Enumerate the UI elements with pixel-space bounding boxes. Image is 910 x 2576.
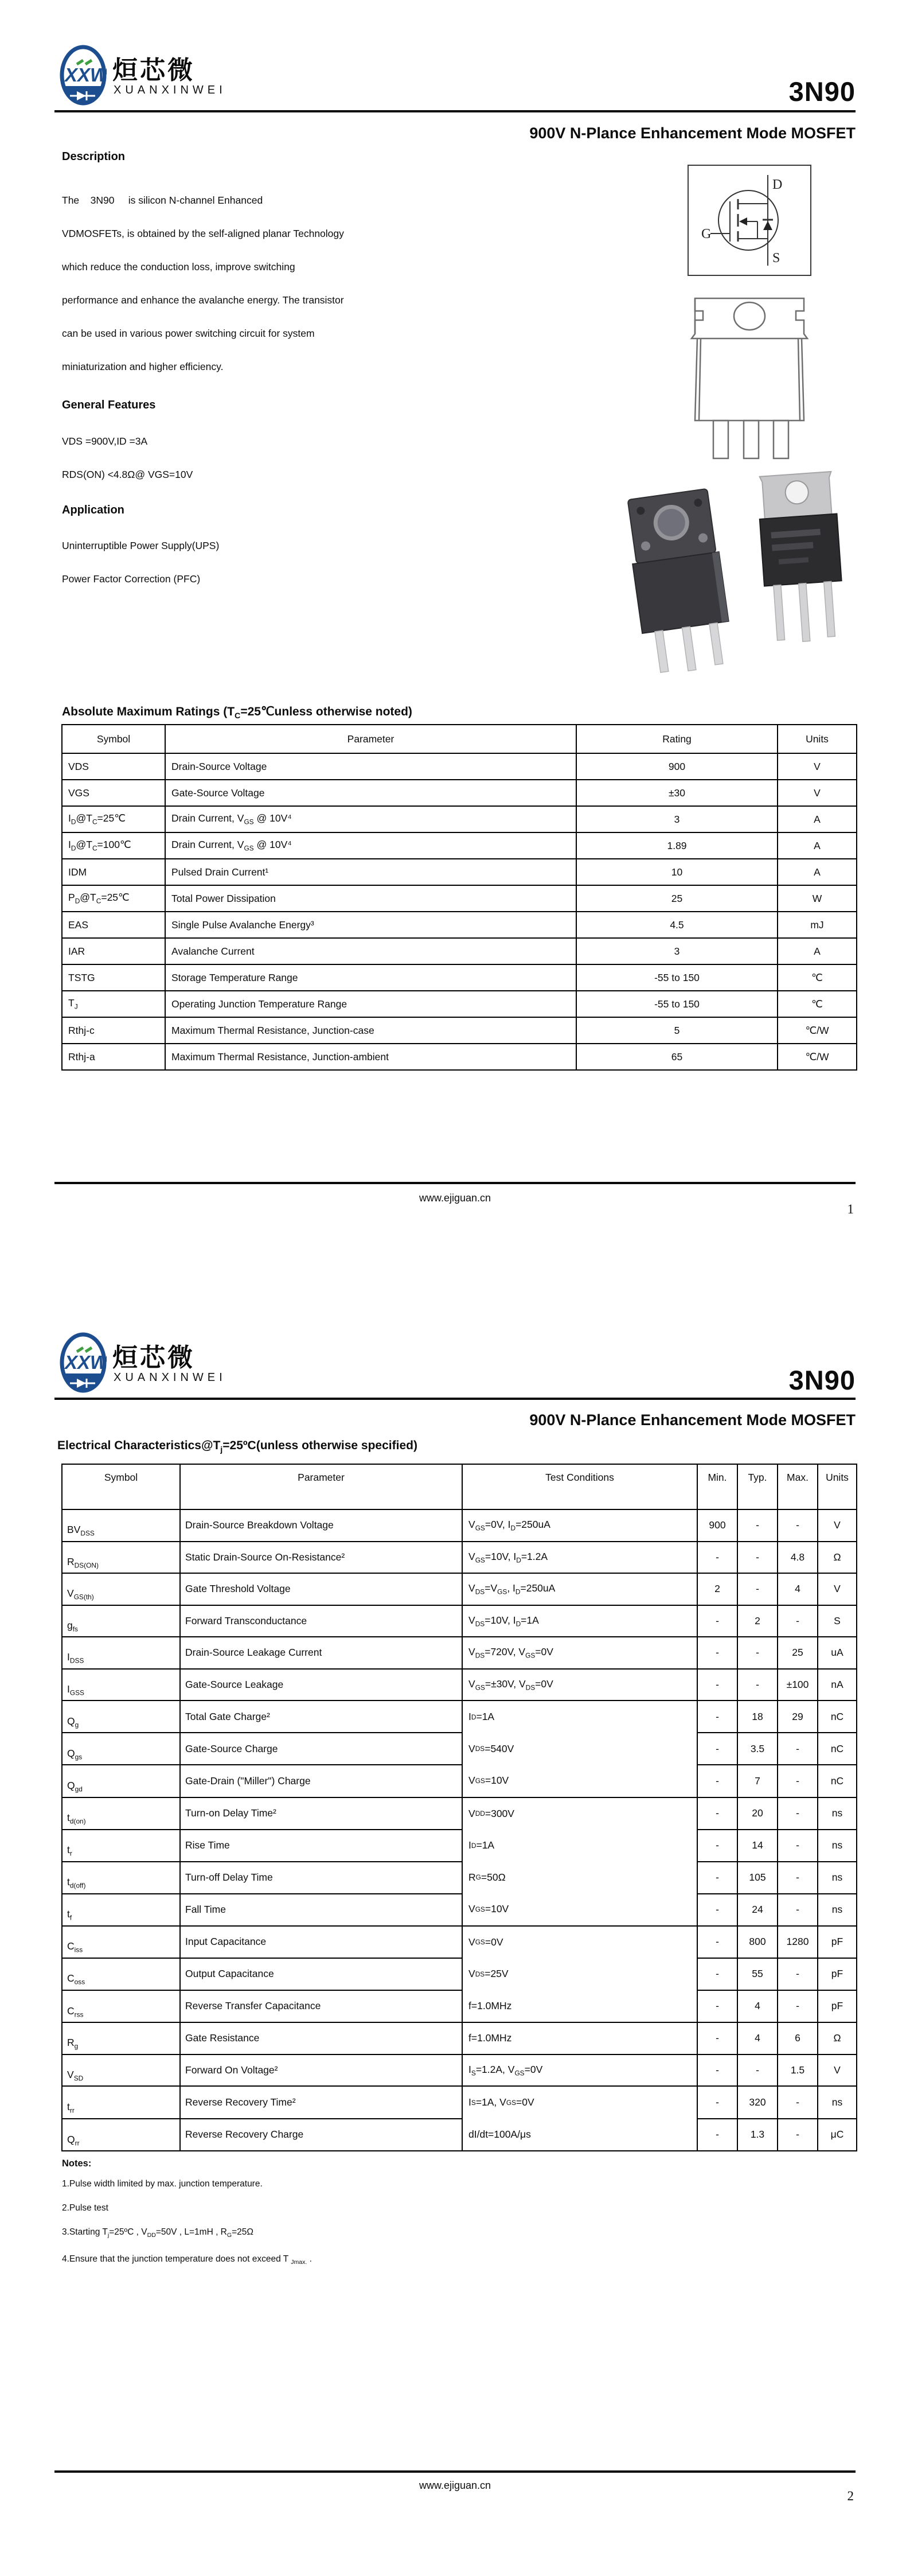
table-row [62, 938, 857, 964]
symbol-cell: $g_{fs}$ [62, 1605, 180, 1637]
table-row [62, 991, 857, 1017]
max-cell: ±100 [778, 1669, 818, 1701]
symbol-cell: $t_{rr}$ [62, 2086, 180, 2119]
rating-cell: -55 to 150 [576, 964, 778, 991]
application-list [62, 529, 219, 596]
units-cell: Ω [818, 2022, 857, 2054]
parameter-cell: Output Capacitance [180, 1958, 462, 1990]
parameter-cell: Gate Threshold Voltage [180, 1573, 462, 1605]
description-line: performance and enhance the avalanche energy. The transistor [62, 294, 344, 306]
table-row [62, 1573, 857, 1605]
company-logo-icon [60, 45, 107, 107]
min-cell: - [697, 1542, 737, 1574]
units-cell: W [778, 885, 857, 912]
description-line: The 3N90 is silicon N-channel Enhanced [62, 194, 263, 206]
parameter-cell: Storage Temperature Range [165, 964, 576, 991]
table-row [62, 1926, 857, 1958]
note-line: 4.Ensure that the junction temperature does not exceed T $_{Jmax.}$ . [62, 2254, 312, 2266]
max-cell: - [778, 1894, 818, 1926]
symbol-cell: IDM [62, 859, 165, 885]
typ-cell: - [737, 1669, 778, 1701]
table-row [62, 1894, 857, 1926]
max-cell: - [778, 1605, 818, 1637]
application-line: Power Factor Correction (PFC) [62, 573, 201, 585]
units-cell: ns [818, 2086, 857, 2119]
rating-cell: -55 to 150 [576, 991, 778, 1017]
units-cell: uA [818, 1637, 857, 1669]
min-cell: - [697, 1797, 737, 1830]
parameter-cell: Rise Time [180, 1830, 462, 1862]
condition-line: I D =1A [468, 1839, 495, 1851]
rating-cell: 3 [576, 938, 778, 964]
rating-cell: 4.5 [576, 912, 778, 938]
test-conditions-cell: $V_{GS}=0V$, $I_D=250uA$ [462, 1509, 697, 1542]
units-cell: Ω [818, 1542, 857, 1574]
min-cell: - [697, 1701, 737, 1733]
column-header: Min. [697, 1464, 737, 1509]
footer-rule [54, 2470, 856, 2473]
condition-line: V GS =10V [468, 1775, 509, 1787]
header-rule [54, 1398, 856, 1400]
rating-cell: ±30 [576, 780, 778, 806]
min-cell: - [697, 1830, 737, 1862]
note-line: 2.Pulse test [62, 2203, 108, 2213]
typ-cell: - [737, 1637, 778, 1669]
parameter-cell: Forward On Voltage² [180, 2054, 462, 2087]
symbol-cell: $C_{rss}$ [62, 1990, 180, 2022]
units-cell: pF [818, 1958, 857, 1990]
description-line: VDMOSFETs, is obtained by the self-aligned planar Technology [62, 228, 344, 239]
table-row [62, 832, 857, 859]
electrical-characteristics-table [61, 1464, 857, 2151]
feature-line: VDS =900V,ID =3A [62, 435, 148, 447]
max-cell: - [778, 1958, 818, 1990]
symbol-cell: $I_D@T_C=25℃$ [62, 806, 165, 832]
units-cell: A [778, 832, 857, 859]
table-row [62, 1701, 857, 1733]
table-row [62, 1797, 857, 1830]
parameter-cell: Static Drain-Source On-Resistance² [180, 1542, 462, 1574]
test-conditions-cell: $I_S=1.2A$, $V_{GS}=0V$ [462, 2054, 697, 2087]
units-cell: nC [818, 1733, 857, 1765]
symbol-cell: $R_g$ [62, 2022, 180, 2054]
test-conditions-cell [462, 1926, 697, 2023]
footer-website: www.ejiguan.cn [419, 2480, 491, 2491]
typ-cell: 55 [737, 1958, 778, 1990]
column-header: Typ. [737, 1464, 778, 1509]
units-cell: V [778, 753, 857, 780]
units-cell: μC [818, 2119, 857, 2151]
units-cell: mJ [778, 912, 857, 938]
table-row [62, 912, 857, 938]
test-conditions-cell [462, 2086, 697, 2151]
table-row [62, 859, 857, 885]
units-cell: ℃/W [778, 1017, 857, 1044]
column-header: Units [818, 1464, 857, 1509]
max-cell: - [778, 1862, 818, 1894]
parameter-cell: Gate-Drain ("Miller") Charge [180, 1765, 462, 1797]
symbol-cell: $t_{d(off)}$ [62, 1862, 180, 1894]
min-cell: - [697, 2119, 737, 2151]
column-header: Rating [576, 725, 778, 753]
table-row [62, 1958, 857, 1990]
note-line: 1.Pulse width limited by max. junction temperature. [62, 2179, 263, 2189]
units-cell: ns [818, 1830, 857, 1862]
symbol-cell: $BV_{DSS}$ [62, 1509, 180, 1542]
parameter-cell: Avalanche Current [165, 938, 576, 964]
symbol-cell: $Q_{gs}$ [62, 1733, 180, 1765]
symbol-cell: $I_{GSS}$ [62, 1669, 180, 1701]
max-cell: - [778, 2119, 818, 2151]
symbol-cell: $I_D@T_C=100℃$ [62, 832, 165, 859]
typ-cell: - [737, 2054, 778, 2087]
units-cell: S [818, 1605, 857, 1637]
units-cell: nC [818, 1701, 857, 1733]
company-logo-icon [60, 1332, 107, 1394]
parameter-cell: Fall Time [180, 1894, 462, 1926]
test-conditions-cell: $V_{DS}=10V$, $I_D=1A$ [462, 1605, 697, 1637]
min-cell: - [697, 1926, 737, 1958]
parameter-cell: Reverse Recovery Charge [180, 2119, 462, 2151]
page-number: 2 [847, 2489, 854, 2503]
max-cell: 1.5 [778, 2054, 818, 2087]
application-line: Uninterruptible Power Supply(UPS) [62, 540, 220, 551]
test-conditions-cell: $V_{GS}=10V$, $I_D=1.2A$ [462, 1542, 697, 1574]
units-cell: A [778, 806, 857, 832]
min-cell: - [697, 1990, 737, 2022]
parameter-cell: Gate-Source Charge [180, 1733, 462, 1765]
max-cell: - [778, 1990, 818, 2022]
typ-cell: - [737, 1542, 778, 1574]
symbol-cell: $T_J$ [62, 991, 165, 1017]
symbol-cell: $t_f$ [62, 1894, 180, 1926]
column-header: Units [778, 725, 857, 753]
min-cell: - [697, 1958, 737, 1990]
parameter-cell: Drain-Source Leakage Current [180, 1637, 462, 1669]
units-cell: V [818, 2054, 857, 2087]
symbol-cell: $V_{GS(th)}$ [62, 1573, 180, 1605]
typ-cell: 4 [737, 1990, 778, 2022]
max-cell: - [778, 1830, 818, 1862]
condition-line: I D =1A [468, 1711, 495, 1723]
table-row [62, 1830, 857, 1862]
page-number: 1 [847, 1202, 854, 1216]
symbol-cell: EAS [62, 912, 165, 938]
parameter-cell: Turn-off Delay Time [180, 1862, 462, 1894]
parameter-cell: Total Power Dissipation [165, 885, 576, 912]
table-row [62, 2086, 857, 2119]
condition-line: V DD =300V [468, 1807, 514, 1819]
typ-cell: 4 [737, 2022, 778, 2054]
elec-table-title: Electrical $Characteristics@T_j=25ºC(unless$ otherwise specified) [57, 1439, 417, 1455]
notes-heading: Notes: [62, 2158, 92, 2169]
min-cell: - [697, 2054, 737, 2087]
package-outline-drawing [684, 294, 815, 461]
symbol-cell: Rthj-c [62, 1017, 165, 1044]
features-heading: General Features [62, 399, 156, 411]
test-conditions-cell: $V_{GS}=\pm 30V$, $V_{DS}=0V$ [462, 1669, 697, 1701]
column-header: Test Conditions [462, 1464, 697, 1509]
footer-rule [54, 1182, 856, 1184]
package-photo-to220 [745, 468, 857, 652]
parameter-cell: Forward Transconductance [180, 1605, 462, 1637]
condition-line: V GS =0V [468, 1936, 503, 1948]
table-row [62, 1542, 857, 1574]
max-cell: - [778, 2086, 818, 2119]
symbol-cell: Rthj-a [62, 1044, 165, 1070]
abs-max-table-title: Absolute Maximum Ratings ($T_C=25℃unless$ otherwise noted) [62, 705, 412, 721]
typ-cell: 14 [737, 1830, 778, 1862]
condition-line: I S =1A, V GS =0V [468, 2096, 534, 2108]
typ-cell: 320 [737, 2086, 778, 2119]
column-header: Symbol [62, 725, 165, 753]
parameter-cell: Maximum Thermal Resistance, Junction-case [165, 1017, 576, 1044]
parameter-cell: Input Capacitance [180, 1926, 462, 1958]
rating-cell: 65 [576, 1044, 778, 1070]
column-header: Max. [778, 1464, 818, 1509]
table-row [62, 1044, 857, 1070]
table-row [62, 1733, 857, 1765]
table-row [62, 1509, 857, 1542]
table-row [62, 1862, 857, 1894]
table-row [62, 1017, 857, 1044]
max-cell: - [778, 1765, 818, 1797]
description-line: can be used in various power switching circuit for system [62, 328, 315, 339]
svg-text:XXW: XXW [65, 1352, 107, 1373]
table-row [62, 2022, 857, 2054]
symbol-cell: VDS [62, 753, 165, 780]
test-conditions-cell: $V_{DS}=720V$, $V_{GS}=0V$ [462, 1637, 697, 1669]
units-cell: V [818, 1509, 857, 1542]
abs-max-ratings-table [61, 724, 857, 1071]
units-cell: A [778, 938, 857, 964]
max-cell: 29 [778, 1701, 818, 1733]
source-pin-label: S [772, 251, 780, 266]
condition-line: f=1.0MHz [468, 1999, 512, 2011]
brand-name-cn: 烜芯微 [112, 56, 195, 84]
page-subtitle: 900V N-Plance Enhancement Mode MOSFET [529, 124, 856, 142]
symbol-cell: $I_{DSS}$ [62, 1637, 180, 1669]
parameter-cell: Drain-Source Breakdown Voltage [180, 1509, 462, 1542]
typ-cell: 2 [737, 1605, 778, 1637]
table-row [62, 964, 857, 991]
column-header: Parameter [165, 725, 576, 753]
table-row [62, 2054, 857, 2087]
typ-cell: - [737, 1573, 778, 1605]
max-cell: - [778, 1797, 818, 1830]
parameter-cell: Gate-Source Voltage [165, 780, 576, 806]
table-header-row [62, 1464, 857, 1509]
condition-line: R G =50Ω [468, 1871, 506, 1883]
typ-cell: 105 [737, 1862, 778, 1894]
max-cell: 4 [778, 1573, 818, 1605]
description-heading: Description [62, 150, 126, 163]
symbol-cell: $Q_g$ [62, 1701, 180, 1733]
symbol-cell: $Q_{gd}$ [62, 1765, 180, 1797]
typ-cell: 3.5 [737, 1733, 778, 1765]
table-row [62, 1605, 857, 1637]
parameter-cell: Total Gate Charge² [180, 1701, 462, 1733]
column-header: Symbol [62, 1464, 180, 1509]
test-conditions-cell [462, 1701, 697, 1797]
symbol-cell: $t_r$ [62, 1830, 180, 1862]
min-cell: - [697, 1894, 737, 1926]
symbol-cell: $C_{iss}$ [62, 1926, 180, 1958]
max-cell: - [778, 1733, 818, 1765]
table-row [62, 1669, 857, 1701]
rating-cell: 3 [576, 806, 778, 832]
symbol-cell: $R_{DS(ON)}$ [62, 1542, 180, 1574]
test-conditions-cell: $V_{DS}=V_{GS}$, $I_D=250uA$ [462, 1573, 697, 1605]
table-row [62, 1637, 857, 1669]
parameter-cell: Reverse Transfer Capacitance [180, 1990, 462, 2022]
max-cell: - [778, 1509, 818, 1542]
table-row [62, 2119, 857, 2151]
typ-cell: - [737, 1509, 778, 1542]
symbol-cell: $C_{oss}$ [62, 1958, 180, 1990]
parameter-cell: Drain Current, $V_{GS}$ @ 10V⁴ [165, 832, 576, 859]
units-cell: pF [818, 1926, 857, 1958]
rating-cell: 5 [576, 1017, 778, 1044]
units-cell: nC [818, 1765, 857, 1797]
condition-line: V GS =10V [468, 1903, 509, 1915]
max-cell: 6 [778, 2022, 818, 2054]
brand-name-cn: 烜芯微 [112, 1344, 195, 1372]
table-row [62, 780, 857, 806]
parameter-cell: Pulsed Drain Current¹ [165, 859, 576, 885]
typ-cell: 1.3 [737, 2119, 778, 2151]
units-cell: pF [818, 1990, 857, 2022]
brand-name-en: XUANXINWEI [114, 1371, 226, 1384]
min-cell: - [697, 2086, 737, 2119]
symbol-cell: TSTG [62, 964, 165, 991]
table-row [62, 806, 857, 832]
min-cell: - [697, 1605, 737, 1637]
max-cell: 1280 [778, 1926, 818, 1958]
description-line: which reduce the conduction loss, improve switching [62, 261, 295, 273]
units-cell: V [778, 780, 857, 806]
mosfet-symbol-diagram [688, 165, 811, 276]
min-cell: - [697, 1765, 737, 1797]
min-cell: 2 [697, 1573, 737, 1605]
units-cell: ℃/W [778, 1044, 857, 1070]
rating-cell: 25 [576, 885, 778, 912]
typ-cell: 24 [737, 1894, 778, 1926]
parameter-cell: Turn-on Delay Time² [180, 1797, 462, 1830]
application-heading: Application [62, 504, 124, 516]
min-cell: - [697, 1637, 737, 1669]
svg-text:XXW: XXW [65, 64, 107, 85]
column-header: Parameter [180, 1464, 462, 1509]
description-line: miniaturization and higher efficiency. [62, 361, 224, 372]
rating-cell: 1.89 [576, 832, 778, 859]
description-paragraph [62, 184, 344, 383]
units-cell: ℃ [778, 991, 857, 1017]
table-header-row [62, 725, 857, 753]
min-cell: - [697, 2022, 737, 2054]
typ-cell: 20 [737, 1797, 778, 1830]
units-cell: ns [818, 1862, 857, 1894]
min-cell: - [697, 1669, 737, 1701]
typ-cell: 800 [737, 1926, 778, 1958]
feature-line: RDS(ON) <4.8Ω@ VGS=10V [62, 469, 193, 480]
units-cell: A [778, 859, 857, 885]
symbol-cell: $P_D@T_C=25℃$ [62, 885, 165, 912]
page-subtitle: 900V N-Plance Enhancement Mode MOSFET [529, 1411, 856, 1429]
rating-cell: 10 [576, 859, 778, 885]
drain-pin-label: D [772, 177, 783, 192]
table-row [62, 753, 857, 780]
max-cell: 25 [778, 1637, 818, 1669]
parameter-cell: Gate Resistance [180, 2022, 462, 2054]
symbol-cell: IAR [62, 938, 165, 964]
notes-list [62, 2172, 312, 2274]
condition-line: V DS =25V [468, 1968, 509, 1980]
units-cell: nA [818, 1669, 857, 1701]
condition-line: dI/dt=100A/μs [468, 2128, 531, 2140]
table-row [62, 885, 857, 912]
note-line: 3.Starting $T_j=25ºC$ , $V_{DD}=50V$ , L=1mH , $R_G=25\Omega$ [62, 2227, 253, 2239]
symbol-cell: VGS [62, 780, 165, 806]
part-number: 3N90 [788, 76, 856, 107]
symbol-cell: $V_{SD}$ [62, 2054, 180, 2087]
units-cell: ns [818, 1797, 857, 1830]
parameter-cell: Maximum Thermal Resistance, Junction-ambient [165, 1044, 576, 1070]
parameter-cell: Single Pulse Avalanche Energy³ [165, 912, 576, 938]
parameter-cell: Drain Current, $V_{GS}$ @ 10V⁴ [165, 806, 576, 832]
min-cell: - [697, 1733, 737, 1765]
max-cell: 4.8 [778, 1542, 818, 1574]
parameter-cell: Gate-Source Leakage [180, 1669, 462, 1701]
table-row [62, 1765, 857, 1797]
typ-cell: 7 [737, 1765, 778, 1797]
parameter-cell: Reverse Recovery Time² [180, 2086, 462, 2119]
typ-cell: 18 [737, 1701, 778, 1733]
gate-pin-label: G [701, 227, 712, 242]
rating-cell: 900 [576, 753, 778, 780]
features-list [62, 425, 193, 491]
condition-line: V DS =540V [468, 1742, 514, 1754]
parameter-cell: Operating Junction Temperature Range [165, 991, 576, 1017]
footer-website: www.ejiguan.cn [419, 1192, 491, 1204]
min-cell: - [697, 1862, 737, 1894]
header-rule [54, 110, 856, 112]
units-cell: V [818, 1573, 857, 1605]
brand-name-en: XUANXINWEI [114, 84, 226, 96]
package-photo-to220f [613, 482, 747, 679]
test-conditions-cell: f=1.0MHz [462, 2022, 697, 2054]
symbol-cell: $Q_{rr}$ [62, 2119, 180, 2151]
table-row [62, 1990, 857, 2022]
units-cell: ℃ [778, 964, 857, 991]
part-number: 3N90 [788, 1365, 856, 1395]
units-cell: ns [818, 1894, 857, 1926]
test-conditions-cell [462, 1797, 697, 1926]
min-cell: 900 [697, 1509, 737, 1542]
parameter-cell: Drain-Source Voltage [165, 753, 576, 780]
symbol-cell: $t_{d(on)}$ [62, 1797, 180, 1830]
